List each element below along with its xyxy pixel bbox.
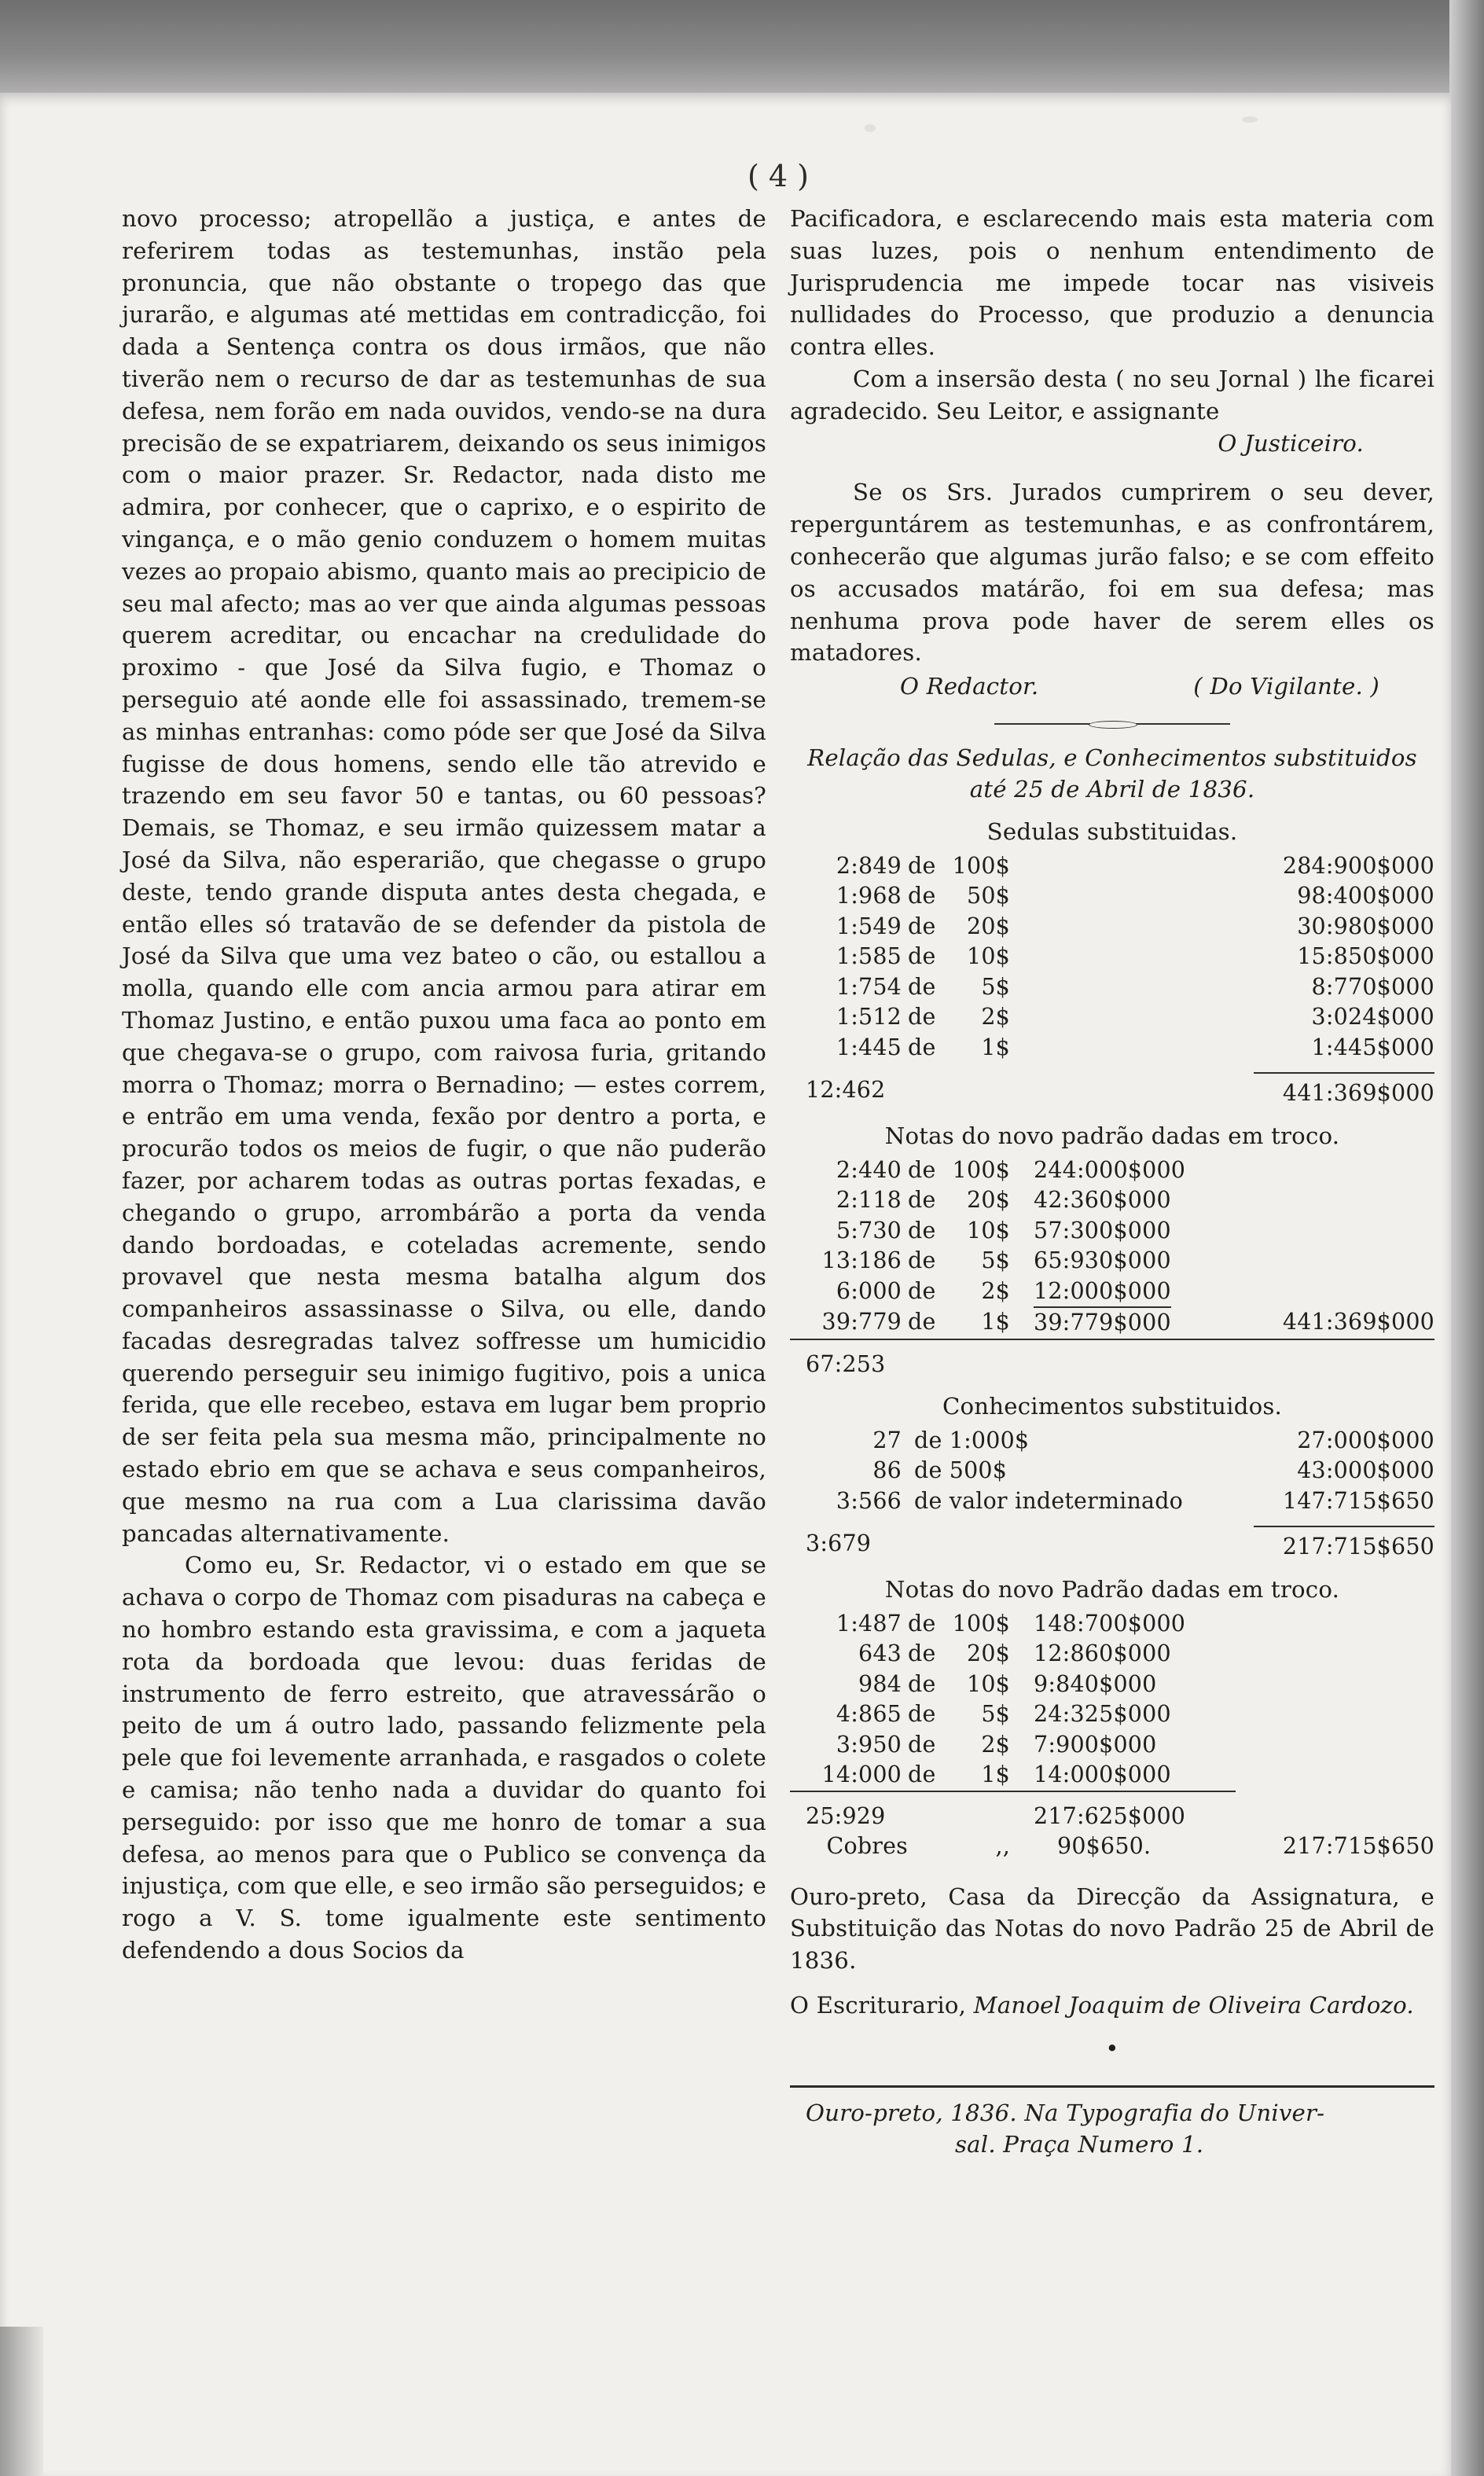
total-quantity: 3:679 [806,1530,872,1557]
table-cell: 8:770$000 [1311,973,1434,1000]
table-row [790,1155,1434,1186]
section-heading-sedulas: Sedulas substituidas. [986,817,1238,845]
table-cell: 57:300$000 [1034,1217,1171,1244]
table-cell: 27:000$000 [1297,1427,1434,1453]
left-paragraph-2: Como eu, Sr. Redactor, vi o estado em que se achava o corpo de Thomaz com pisaduras na cabeça e no hombro estando esta gravissima, e com a jaqueta rota da bordoada que levou: duas feridas de instrumento de ferro estreito, que atravessárão o peito de um á outro lado, passando felizmente pela pele que foi levemente arranhada, e rasgados o colete e camisa; não tenho nada a duvidar do quanto foi perseguido: por isso que me honro de tomar a sua defesa, ao menos para que o Publico se convença da injustiça, com que elle, e seo irmão são perseguidos; e rogo a V. S. tome igualmente este sentimento defendendo a dous Socios da [122,1552,766,1964]
table-cell [1026,1063,1434,1109]
table-cell: 2:118 [836,1187,902,1214]
table-cell: de [908,1640,936,1667]
table-cell: 1$ [981,1034,1010,1060]
total-quantity: 67:253 [790,1339,1434,1380]
table-cell: 1$ [981,1761,1010,1788]
table-row [790,1216,1434,1247]
table-cell: de [908,1731,936,1758]
table-cell [1236,1760,1434,1791]
table-cell: 1:487 [836,1610,902,1637]
table-cell: 14:000 [821,1761,902,1788]
paper-blemish [865,124,876,132]
separator-dot: • [1105,2034,1119,2062]
table-row [790,1246,1434,1277]
table-row [790,1456,1434,1486]
table-cell: de [908,1761,936,1788]
closing-statement: Ouro-preto, Casa da Direcção da Assignatura, e Substituição das Notas do novo Padrão 25 de Abril de 1836. [790,1883,1434,1975]
table-cell: 643 [858,1640,902,1667]
table-cell: 20$ [967,1640,1010,1667]
table-cell: 12:860$000 [1034,1640,1171,1667]
grand-total: 217:715$650 [1282,1833,1434,1860]
table-cell: de [908,1247,936,1274]
table-cell [1236,1185,1434,1216]
table-cell: 5:730 [836,1217,902,1244]
ornamental-rule [994,723,1230,725]
table-row [790,1277,1434,1307]
table-cell: 9:840$000 [1034,1670,1157,1697]
table-cell [1236,1609,1434,1640]
imprint-rule [790,2085,1434,2088]
cobres-value: 90$650. [1057,1833,1152,1860]
section-heading-notas-padrao: Notas do novo Padrão dadas em troco. [884,1575,1340,1603]
table-cell: 43:000$000 [1297,1457,1434,1484]
table-cell: de 500$ [914,1457,1008,1484]
table-cell: de [908,852,936,879]
table-cell: de [908,1277,936,1304]
table-cell: 1:754 [836,973,902,1000]
table-row [790,1306,1434,1339]
table-total-row [790,1063,1434,1109]
table-cell: 14:000$000 [1034,1761,1171,1788]
table-cell: 100$ [952,1610,1010,1637]
table-cell: 39:779 [821,1309,902,1335]
cobres-marks: ,, [995,1833,1010,1860]
table-cell: de [908,913,936,939]
table-cell [1236,1155,1434,1186]
table-cell: 98:400$000 [1297,883,1434,909]
imprint-line-2: sal. Praça Numero 1. [955,2130,1204,2158]
table-total-row [790,1339,1434,1380]
table-cell: 5$ [981,973,1010,1000]
table-cell: de [908,1309,936,1335]
table-row [790,1002,1434,1033]
table-cell: 10$ [967,1217,1010,1244]
table-cell: 4:865 [836,1701,902,1728]
table-cell: 5$ [981,1701,1010,1728]
total-value: 441:369$000 [1254,1072,1434,1109]
table-cell: 3:950 [836,1731,902,1758]
table-conhecimentos [790,1426,1434,1563]
table-cell: 3:566 [836,1487,902,1514]
table-cell: 39:779$000 [1026,1306,1236,1339]
cobres-label: Cobres [826,1833,908,1860]
paper-blemish [1242,116,1258,123]
table-cell: 27 [872,1427,902,1453]
table-row [790,1609,1434,1640]
table-row [790,1426,1434,1457]
section-heading-conhecimentos: Conhecimentos substituidos. [942,1393,1283,1420]
table-cell: 42:360$000 [1034,1187,1171,1214]
right-column [790,203,1434,2160]
table-cell [1236,1791,1434,1832]
table-cell: de [908,973,936,1000]
cobres-row [790,1831,1434,1862]
imprint [790,2097,1434,2160]
table-cell: 2$ [981,1731,1010,1758]
table-cell: 5$ [981,1247,1010,1274]
table-row [790,942,1434,972]
table-cell: 20$ [967,1187,1010,1214]
report-title-line-2: até 25 de Abril de 1836. [969,775,1255,803]
table-cell: de [908,1610,936,1637]
table-cell: de [908,1156,936,1183]
table-cell: 86 [872,1457,902,1484]
table-cell: 65:930$000 [1034,1247,1171,1274]
table-cell: 20$ [967,913,1010,939]
table-cell: 1$ [981,1309,1010,1335]
table-cell: 1:585 [836,943,902,970]
table-row [790,1699,1434,1730]
signature-text: O Justiceiro. [1218,429,1364,457]
scan-edge-smudge [0,2327,43,2476]
table-row [790,1730,1434,1761]
table-cell: 2$ [981,1004,1010,1030]
table-cell: 12:000$000 [1034,1277,1171,1304]
report-title-line-1: Relação das Sedulas, e Conhecimentos substituidos [807,744,1417,771]
table-row [790,851,1434,882]
table-row [790,1760,1434,1791]
subtotal-value: 217:625$000 [1026,1791,1236,1832]
report-title [790,742,1434,805]
editor-sign-line [790,670,1434,703]
clerk-name: Manoel Joaquim de Oliveira Cardozo. [973,1992,1414,2019]
scan-background-top [0,0,1484,102]
table-cell: 284:900$000 [1282,852,1434,879]
table-cell: de [908,1670,936,1697]
table-row [790,1486,1434,1517]
table-cell: 10$ [967,943,1010,970]
total-value: 217:715$650 [1254,1526,1434,1563]
section-heading-notas-troco: Notas do novo padrão dadas em troco. [884,1122,1340,1149]
clerk-line [790,1989,1434,2022]
table-cell [1225,1516,1434,1563]
table-cell: de 1:000$ [914,1427,1030,1453]
table-cell: 2:440 [836,1156,902,1183]
table-cell: 1:445$000 [1311,1034,1434,1060]
editor-signature: O Redactor. [900,673,1039,700]
table-cell: 1:549 [836,913,902,939]
table-cell: 30:980$000 [1297,913,1434,939]
table-row [790,1639,1434,1670]
table-cell: 10$ [967,1670,1010,1697]
table-cell: de [908,883,936,909]
table-cell [1236,1699,1434,1730]
letter-continuation: Pacificadora, e esclarecendo mais esta materia com suas luzes, pois o nenhum entendimento de Jurisprudencia me impede tocar nas visiveis nullidades do Processo, que produzio a denuncia contra elles. [790,205,1434,361]
table-cell: de [908,1004,936,1030]
table-cell [1236,1246,1434,1277]
table-cell: de [908,1187,936,1214]
table-cell: 6:000 [836,1277,902,1304]
table-cell [1236,1670,1434,1700]
table-cell: 2$ [981,1277,1010,1304]
table-cell: 1:512 [836,1004,902,1030]
table-row [790,881,1434,912]
table-cell: 100$ [952,1156,1010,1183]
letter-signature [790,428,1434,460]
table-row [790,1185,1434,1216]
table-cell [1236,1639,1434,1670]
table-cell: de [908,1217,936,1244]
table-cell: 13:186 [821,1247,902,1274]
table-cell: 984 [858,1670,902,1697]
scan-background-right [1449,0,1484,2476]
table-row [790,912,1434,942]
table-cell: de valor indeterminado [914,1487,1184,1514]
imprint-line-1: Ouro-preto, 1836. Na Typografia do Univer- [806,2099,1325,2126]
table-cell: 147:715$650 [1282,1487,1434,1514]
table-cell: 3:024$000 [1311,1004,1434,1030]
table-cell: 1:968 [836,883,902,909]
table-cell: 50$ [967,883,1010,909]
table-cell: de [908,943,936,970]
source-signature: ( Do Vigilante. ) [1193,673,1379,700]
table-sedulas [790,851,1434,1109]
table-cell: 244:000$000 [1034,1156,1186,1183]
table-cell [1236,1216,1434,1247]
sum-value: 441:369$000 [1282,1309,1434,1335]
table-cell [1236,1730,1434,1761]
clerk-label: O Escriturario, [790,1992,967,2019]
left-paragraph-1: novo processo; atropellão a justiça, e antes de referirem todas as testemunhas, instão pela pronuncia, que não obstante o tropego das que jurarão, e algumas até mettidas em contradicção, foi dada a Sentença contra os dous irmãos, que não tiverão nem o recurso de dar as testemunhas de sua defesa, nem forão em nada ouvidos, vendo-se na dura precisão de se expatriarem, deixando os seus inimigos com o maior prazer. Sr. Redactor, nada disto me admira, por conhecer, que o caprixo, e o espirito de vingança, e o mão genio conduzem o homem muitas vezes ao propaio abismo, quanto mais ao precipicio de seu mal afecto; mas ao ver que ainda algumas pessoas querem acreditar, ou encachar na credulidade do proximo - que José da Silva fugio, e Thomaz o perseguio até aonde elle foi assassinado, tremem-se as minhas entranhas: como póde ser que José da Silva fugisse de dous homens, sendo elle tão atrevido e trazendo em seu favor 50 e tantas, ou 60 pessoas? Demais, se Thomaz, e seu irmão quizessem matar a José da Silva, não esperarião, que chegasse o grupo deste, tendo grande disputa antes desta chegada, e então elles só tratavão de se defender da pistola de José da Silva que uma vez bateo o cão, ou estallou a molla, quando elle com ancia armou para atirar em Thomaz Justino, e então puxou uma faca ao ponto em que chegava-se o grupo, com raivosa furia, gritando morra o Thomaz; morra o Bernadino; — estes correm, e entrão em uma venda, fexão por dentro a porta, e procurão todos os meios de fugir, o que não puderão fazer, por acharem todas as outras portas fexadas, e chegando o grupo, arrombárão a porta da venda dando bordoadas, e coteladas acremente, sendo provavel que nesta mesma batalha algum dos companheiros assassinasse o Silva, ou elle, dando facadas desregradas talvez soffresse um humicidio querendo perseguir seu inimigo fugitivo, pois a unica ferida, que elle recebeo, estava em lugar bem proprio de ser feita pela sua mesma mão, principalmente no estado ebrio em que se achava e seus companheiros, que mesmo na rua com a Lua clarissima davão pancadas alternativamente. [122,205,766,1547]
table-row [790,972,1434,1003]
table-cell: 1:445 [836,1034,902,1060]
newspaper-page [0,93,1451,2476]
table-cell: 2:849 [836,852,902,879]
table-total-row [790,1516,1434,1563]
table-cell: de [908,1034,936,1060]
page-number: ( 4 ) [748,159,809,193]
total-quantity: 25:929 [790,1791,1026,1832]
table-cell: 15:850$000 [1297,943,1434,970]
table-notas-troco [790,1155,1434,1380]
table-cell: 100$ [952,852,1010,879]
table-row [790,1033,1434,1064]
table-notas-padrao [790,1609,1434,1862]
table-cell [1236,1277,1434,1307]
table-cell: de [908,1701,936,1728]
letter-thanks: Com a insersão desta ( no seu Jornal ) lhe ficarei agradecido. Seu Leitor, e assignante [790,365,1434,424]
left-column [122,203,766,1967]
table-cell: 7:900$000 [1034,1731,1157,1758]
table-row [790,1670,1434,1700]
table-total-row [790,1791,1434,1832]
table-cell: 148:700$000 [1034,1610,1186,1637]
editor-note: Se os Srs. Jurados cumprirem o seu dever, reperguntárem as testemunhas, e as confrontárem, conhecerão que algumas jurão falso; e se com effeito os accusados matárão, foi em sua defesa; mas nenhuma prova pode haver de serem elles os matadores. [790,479,1434,667]
table-cell: 24:325$000 [1034,1701,1171,1728]
total-quantity: 12:462 [806,1077,886,1104]
